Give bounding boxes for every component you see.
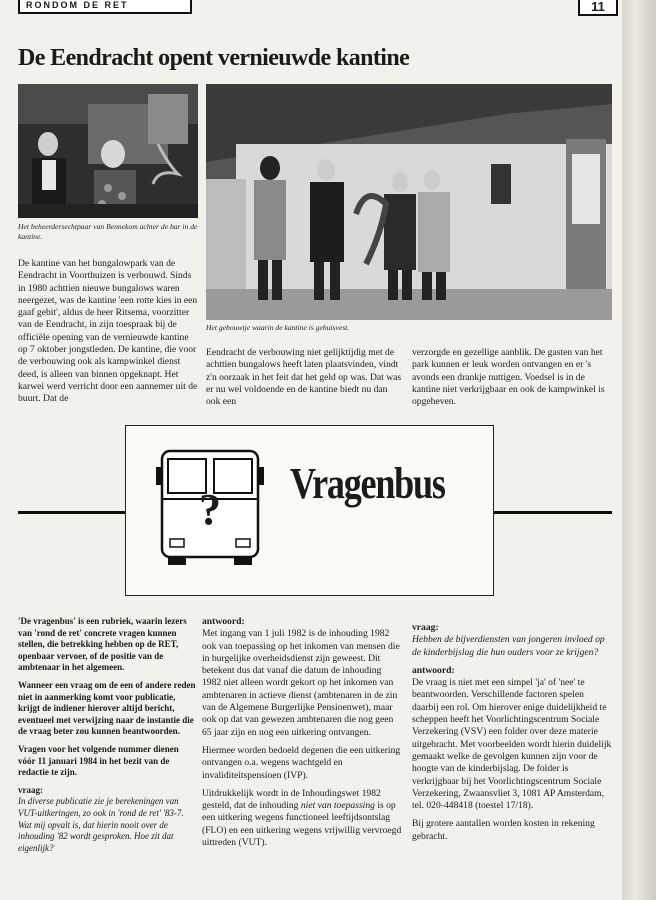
answer-1-text-3: Uitdrukkelijk wordt in de Inhoudingswet 1982 gesteld, dat de inhouding niet van toepassing is op een uitkering wegens functioneel leeftijdsontslag (FLO) en een uitkering wegens vrijwillig vervroegd uittreden (VUT).: [202, 787, 402, 849]
section-header-tab: [18, 0, 192, 14]
article-headline: De Eendracht opent vernieuwde kantine: [18, 45, 410, 71]
vragenbus-deadline: Vragen voor het volgende nummer dienen vóór 11 januari 1984 in het bezit van de redactie te zijn.: [18, 743, 179, 778]
answer-1-text: Met ingang van 1 juli 1982 is de inhouding 1982 ook van toepassing op het inkomen van mensen die in burgelijke overheidsdienst zijn geweest. Dit betekent dus dat vanaf die datum de inhouding 1982 niet alleen wordt gekort op het inkomen van ambtenaren in actieve dienst (ambtenaren in de zin van de Algemene Burgerlijke Pensioenwet), maar ook op dat van gewezen ambtenaren die nog geen 65 jaar zijn en nog een uitkering ontvangen.: [202, 628, 400, 738]
section-label: RONDOM DE RET: [26, 0, 129, 10]
article-column-3: [412, 347, 612, 414]
answer-1-label: antwoord:: [202, 616, 245, 627]
article-paragraph-3: verzorgde en gezellige aanblik. De gasten van het park kunnen er leuk worden ontvangen en er 's avonds een drankje nuttigen. Voedsel is in de kantine niet verkrijgbaar en ook de kampwinkel is opgeheven.: [412, 347, 605, 408]
answer-2-label: antwoord:: [412, 664, 455, 676]
photo-canteen-building: [206, 84, 612, 320]
photo-couple-at-bar: [18, 84, 198, 218]
question-2-label: vraag:: [412, 622, 439, 633]
article-paragraph-2: Eendracht de verbouwing niet gelijktijdig met de achttien bungalows heeft laten plaatsvinden, vindt z'n oorzaak in het feit dat het geld op was. Dat was er nu wel voldoende en de kantine biedt nu dan ook een: [206, 347, 402, 408]
banner-rule-left: [18, 511, 126, 514]
caption-right-photo: Het gebouwtje waarin de kantine is gehuisvest.: [206, 323, 350, 332]
vragenbus-title: Vragenbus: [290, 459, 445, 508]
emphasis-not-applicable: niet van toepassing: [300, 800, 375, 812]
caption-left-photo: Het beheerdersechtpaar van Bennekom achter de bar in de kantine.: [18, 222, 198, 241]
answer-2-text-2: Bij grotere aantallen worden kosten in rekening gebracht.: [412, 818, 595, 842]
article-column-1: [18, 258, 198, 412]
vragenbus-intro-2: Wanneer een vraag om de een of andere reden niet in aanmerking komt voor publicatie, krijgt de indiener hierover altijd bericht, eventueel met verwijzing naar de instantie die de vraag beter zou kunnen beantwoorden.: [18, 679, 196, 737]
answer-2-text: De vraag is niet met een simpel 'ja' of 'nee' te beantwoorden. Verschillende factoren spelen daarbij een rol. Om hierover enige duidelijkheid te scheppen heeft het Voorlichtingscentrum Sociale Verzekering (VSV) een folder over deze materie uitgebracht. Met voorbeelden wordt hierin duidelijk gemaakt welke de gevolgen kunnen zijn voor de hoogte van de kinderbijslag. De folder is verkrijgbaar bij het Voorlichtingscentrum Sociale Verzekering, Zwaansvliet 3, 1081 AP Amsterdam, tel. 020-448418 (toestel 17/18).: [412, 677, 612, 812]
page-number: 11: [578, 0, 618, 16]
question-1-text: In diverse publicatie zie je berekeningen van VUT-uitkeringen, zo ook in 'rond de ret' '83-7. Wat mij opvalt is, dat hierin nooit over de inhouding '82 wordt gesproken. Hoe zit dat eigenlijk?: [18, 796, 184, 853]
vragenbus-column-1: [18, 616, 196, 860]
article-paragraph-1: De kantine van het bungalowpark van de Eendracht in Voorthuizen is verbouwd. Sinds in 1980 achttien nieuwe bungalows waren neergezet, was de kantine 'een rotte kies in een gaaf gebit', aldus de heer Ritsema, voorzitter van de Eendracht, in zijn toespraak bij de officiële opening van de vernieuwde kantine op 7 oktober jongstleden. De kantine, die voor de verbouwing ook als kampwinkel dienst deed, is alleen van binnen opgeknapt. Het karwei werd verricht door een aannemer uit de buurt. Dat de: [18, 258, 198, 405]
vragenbus-column-2: [202, 616, 402, 855]
vragenbus-intro: 'De vragenbus' is een rubriek, waarin lezers van 'rond de ret' concrete vragen kunnen stellen, die betrekking hebben op de RET, openbaar vervoer, of de positie van de ambtenaar in het algemeen.: [18, 616, 187, 673]
question-mark-symbol: ?: [199, 485, 221, 534]
banner-rule-right: [491, 511, 612, 514]
vragenbus-column-3: [412, 622, 612, 849]
page-edge-shadow: [622, 0, 656, 900]
article-column-2: [206, 347, 404, 414]
answer-1-text-2: Hiermee worden bedoeld degenen die een uitkering ontvangen o.a. wegens wachtgeld en invaliditeitspensioen (IVP).: [202, 744, 401, 781]
question-2-text: Hebben de bijverdiensten van jongeren invloed op de kinderbijslag die hun ouders voor ze krijgen?: [412, 634, 605, 658]
question-1-label: vraag:: [18, 784, 43, 795]
